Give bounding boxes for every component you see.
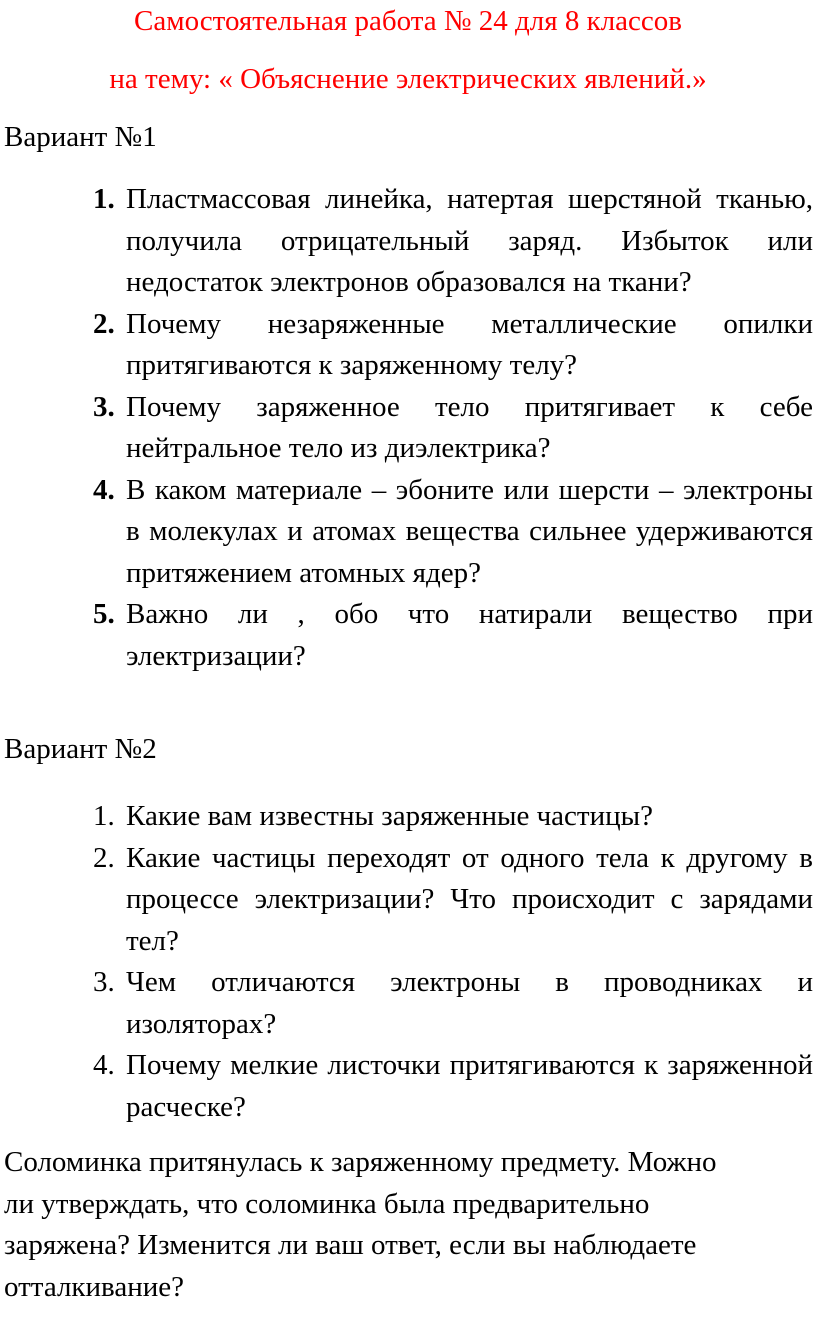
question-text: Почему мелкие листочки притягиваются к заряженной расческе?	[126, 1049, 813, 1123]
question-number: 3.	[93, 966, 115, 998]
question-item	[0, 470, 816, 595]
question-item	[0, 838, 816, 963]
question-number: 2.	[93, 841, 115, 874]
question-item	[0, 387, 816, 470]
question-text: Какие вам известны заряженные частицы?	[126, 800, 653, 832]
question-text: Какие частицы переходят от одного тела к другому в процессе электризации? Что происходит с зарядами тел?	[126, 841, 813, 957]
question-text: Важно ли , обо что натирали вещество при электризации?	[126, 598, 813, 672]
question-number: 4.	[93, 1049, 115, 1081]
question-text: Почему заряженное тело притягивает к себе нейтральное тело из диэлектрика?	[126, 390, 813, 464]
variant-2-heading: Вариант №2	[4, 733, 157, 765]
question-number: 1.	[93, 183, 115, 215]
variant-1-question-list	[0, 179, 816, 677]
question-item	[0, 1045, 816, 1128]
closing-line: Соломинка притянулась к заряженному предмету. Можно	[4, 1146, 717, 1178]
closing-line: отталкивание?	[4, 1270, 184, 1303]
question-text: Чем отличаются электроны в проводниках и изоляторах?	[126, 966, 813, 1040]
variant-1-heading: Вариант №1	[4, 121, 157, 153]
question-text: Почему незаряженные металлические опилки притягиваются к заряженному телу?	[126, 307, 813, 381]
document-title: Самостоятельная работа № 24 для 8 классов	[134, 5, 682, 37]
question-number: 1.	[93, 800, 115, 832]
question-number: 3.	[93, 390, 115, 423]
closing-line: ли утверждать, что соломинка была предварительно	[4, 1187, 650, 1220]
closing-line: заряжена? Изменится ли ваш ответ, если вы наблюдаете	[4, 1229, 697, 1261]
question-number: 2.	[93, 307, 115, 340]
question-item	[0, 594, 816, 677]
variant-2-question-list	[0, 796, 816, 1128]
question-number: 4.	[93, 473, 115, 506]
closing-question	[4, 1142, 794, 1308]
document-subtitle: на тему: « Объяснение электрических явлений.»	[109, 63, 707, 95]
question-number: 5.	[93, 598, 115, 630]
question-item	[0, 962, 816, 1045]
question-text: Пластмассовая линейка, натертая шерстяной тканью, получила отрицательный заряд. Избыток или недостаток электронов образовался на ткани?	[126, 183, 813, 298]
question-item	[0, 179, 816, 304]
question-item	[0, 796, 816, 838]
question-text: В каком материале – эбоните или шерсти – электроны в молекулах и атомах вещества сильнее удерживаются притяжением атомных ядер?	[126, 473, 813, 589]
question-item	[0, 304, 816, 387]
